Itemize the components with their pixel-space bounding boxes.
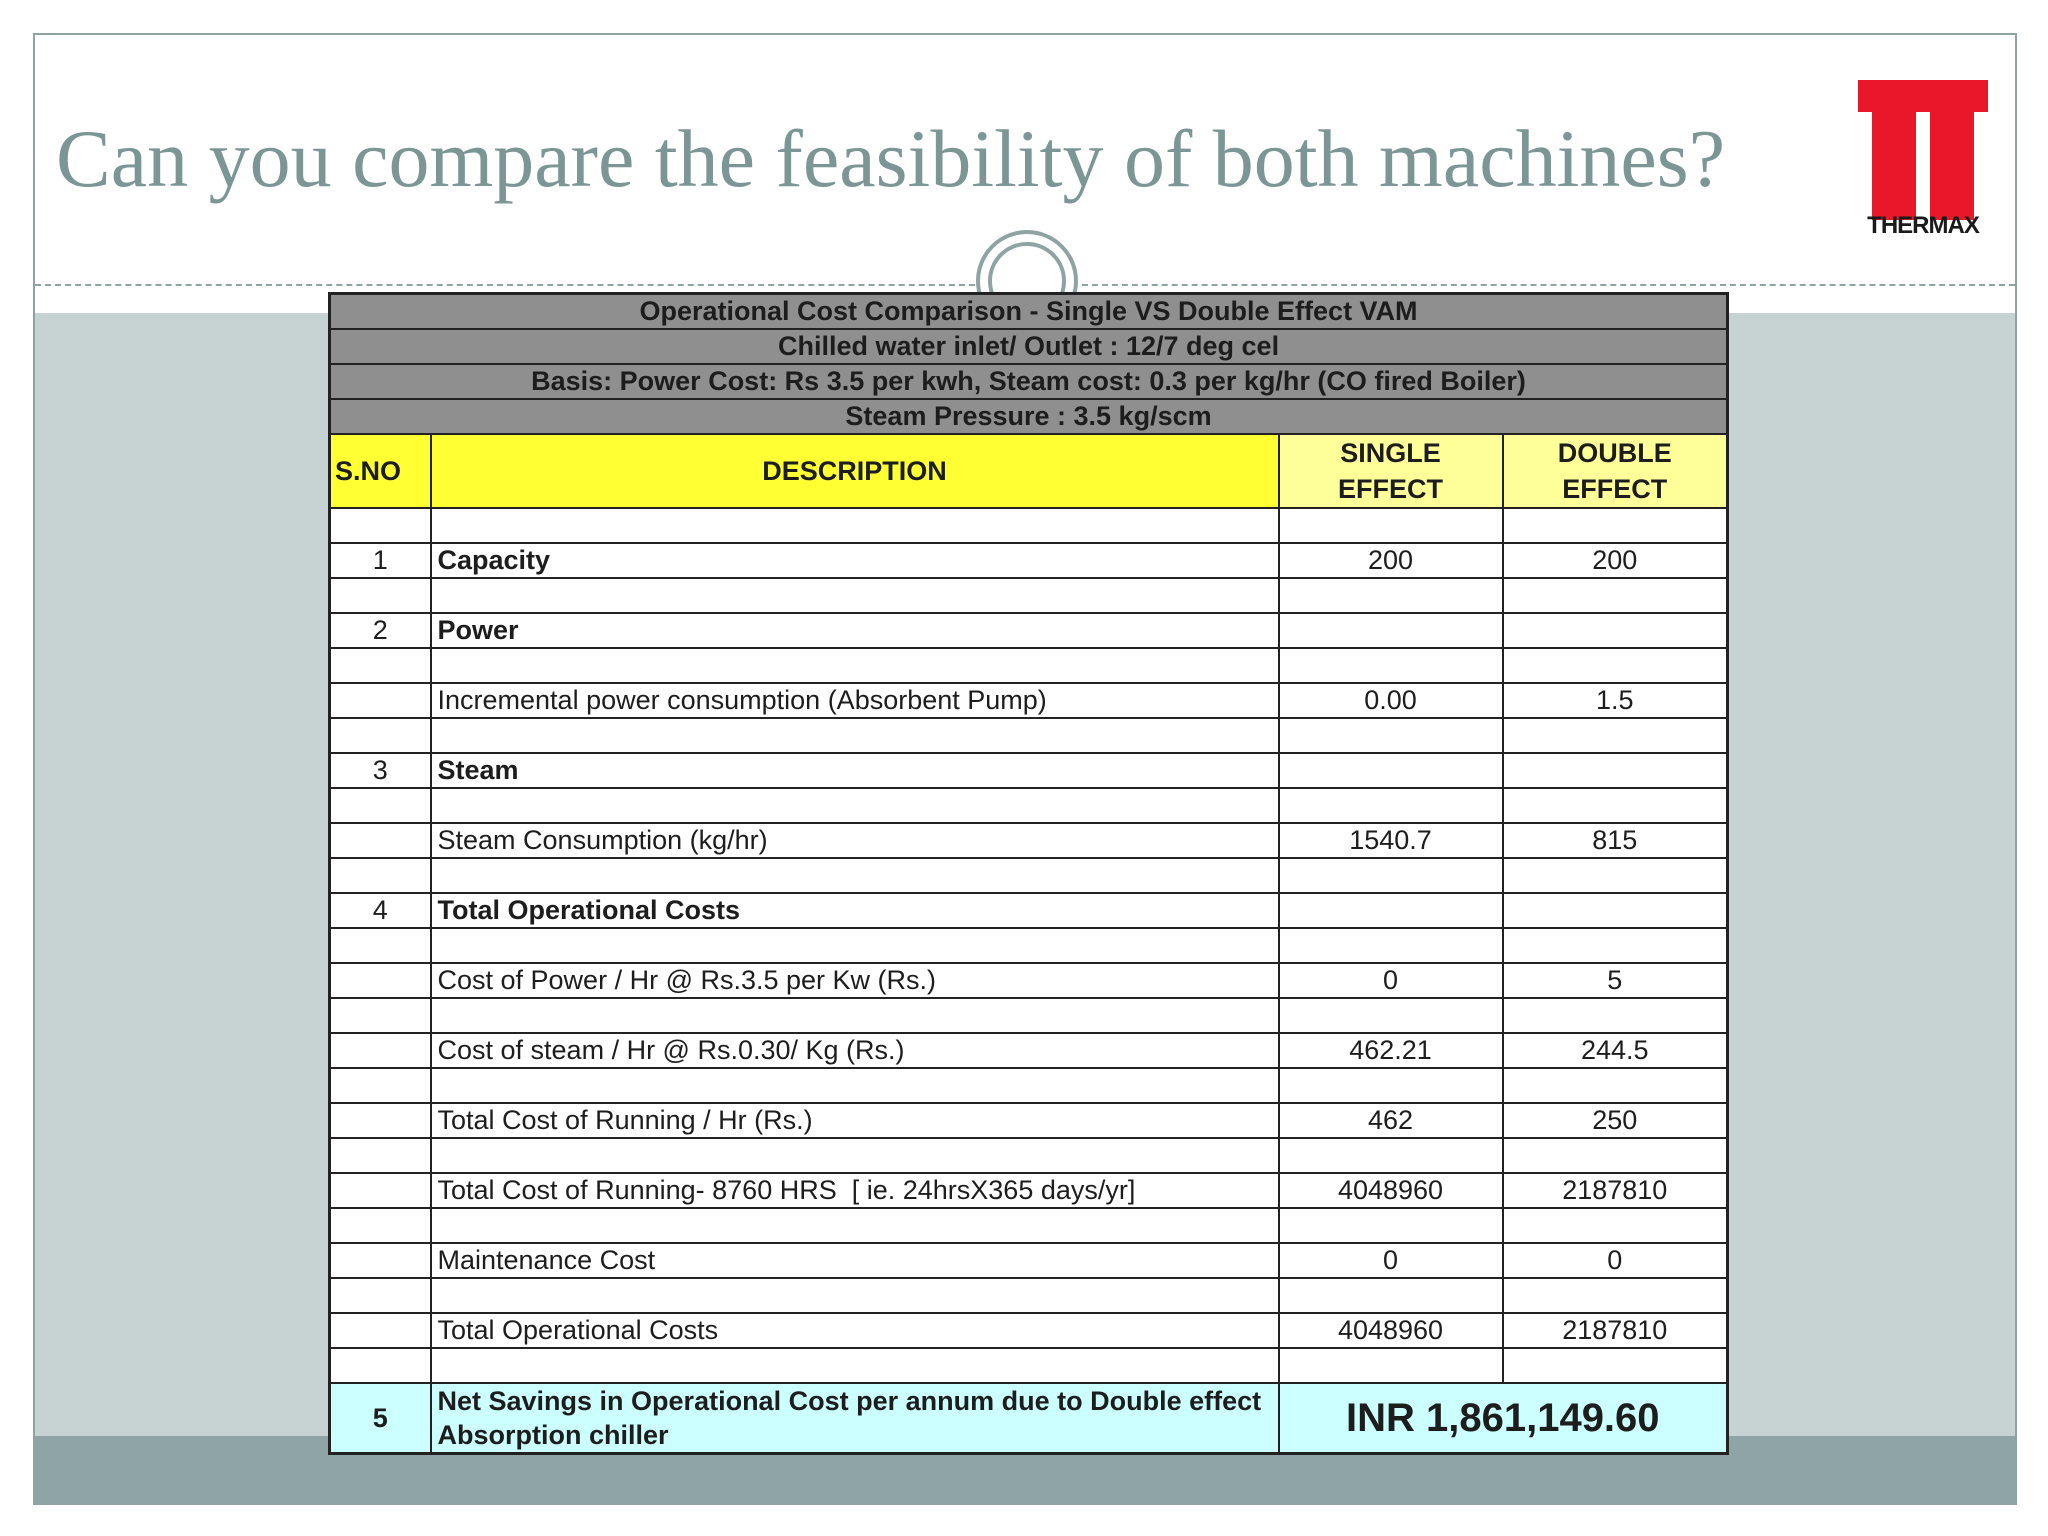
spacer-row bbox=[330, 1348, 1728, 1383]
savings-sno: 5 bbox=[330, 1383, 431, 1454]
spacer-row bbox=[330, 928, 1728, 963]
spacer-row bbox=[330, 858, 1728, 893]
table-row: Cost of steam / Hr @ Rs.0.30/ Kg (Rs.) 462.21 244.5 bbox=[330, 1033, 1728, 1068]
spacer-row bbox=[330, 578, 1728, 613]
table-basis: Basis: Power Cost: Rs 3.5 per kwh, Steam cost: 0.3 per kg/hr (CO fired Boiler) bbox=[330, 364, 1728, 399]
header-single-effect: SINGLE EFFECT bbox=[1279, 434, 1503, 508]
table-title: Operational Cost Comparison - Single VS Double Effect VAM bbox=[330, 294, 1728, 330]
spacer-row bbox=[330, 648, 1728, 683]
table-row: 3 Steam bbox=[330, 753, 1728, 788]
table-row: 1 Capacity 200 200 bbox=[330, 543, 1728, 578]
spacer-row bbox=[330, 788, 1728, 823]
spacer-row bbox=[330, 1138, 1728, 1173]
divider-left bbox=[35, 284, 975, 286]
table-subtitle: Chilled water inlet/ Outlet : 12/7 deg cel bbox=[330, 329, 1728, 364]
savings-amount: INR 1,861,149.60 bbox=[1279, 1383, 1728, 1454]
spacer-row bbox=[330, 1068, 1728, 1103]
table-row: Maintenance Cost 0 0 bbox=[330, 1243, 1728, 1278]
table-row: Steam Consumption (kg/hr) 1540.7 815 bbox=[330, 823, 1728, 858]
table-basis-row bbox=[330, 364, 1728, 399]
table-pressure-row bbox=[330, 399, 1728, 434]
slide-title: Can you compare the feasibility of both machines? bbox=[56, 113, 1726, 204]
spacer-row bbox=[330, 718, 1728, 753]
table-row: Cost of Power / Hr @ Rs.3.5 per Kw (Rs.) 0 5 bbox=[330, 963, 1728, 998]
cost-comparison-table bbox=[328, 292, 1729, 1455]
logo-wordmark: THERMAX bbox=[1867, 212, 1979, 239]
header-double-effect: DOUBLE EFFECT bbox=[1503, 434, 1728, 508]
table-row: 2 Power bbox=[330, 613, 1728, 648]
header-description: DESCRIPTION bbox=[431, 434, 1279, 508]
spacer-row bbox=[330, 1208, 1728, 1243]
table-row: Incremental power consumption (Absorbent Pump) 0.00 1.5 bbox=[330, 683, 1728, 718]
savings-description: Net Savings in Operational Cost per annum due to Double effect Absorption chiller bbox=[431, 1383, 1279, 1454]
net-savings-row bbox=[330, 1383, 1728, 1454]
table-row: Total Operational Costs 4048960 2187810 bbox=[330, 1313, 1728, 1348]
spacer-row bbox=[330, 998, 1728, 1033]
spacer-row bbox=[330, 1278, 1728, 1313]
table-subtitle-row bbox=[330, 329, 1728, 364]
table-pressure: Steam Pressure : 3.5 kg/scm bbox=[330, 399, 1728, 434]
column-header-row bbox=[330, 434, 1728, 508]
spacer-row bbox=[330, 508, 1728, 543]
table-row: Total Cost of Running / Hr (Rs.) 462 250 bbox=[330, 1103, 1728, 1138]
table-row: 4 Total Operational Costs bbox=[330, 893, 1728, 928]
divider-right bbox=[1082, 284, 2015, 286]
table-title-row bbox=[330, 294, 1728, 330]
table-row: Total Cost of Running- 8760 HRS [ ie. 24hrsX365 days/yr] 4048960 2187810 bbox=[330, 1173, 1728, 1208]
header-sno: S.NO bbox=[330, 434, 431, 508]
